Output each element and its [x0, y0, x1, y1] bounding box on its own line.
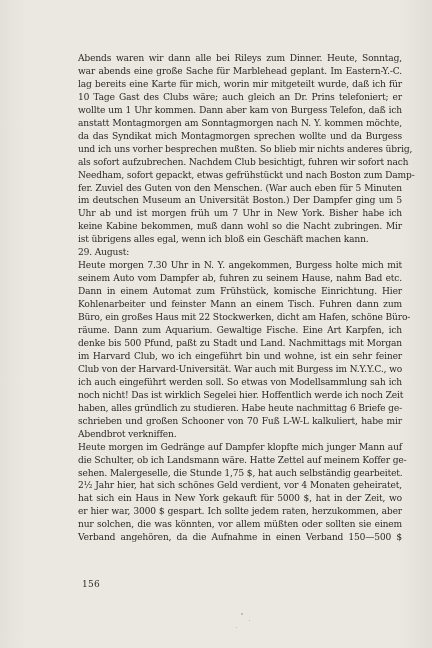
text-line: Abends waren wir dann alle bei Rileys zum Dinner. Heute, Sonntag, — [78, 54, 402, 64]
text-line: 2½ Jahr hier, hat sich schönes Geld verdient, vor 4 Monaten geheiratet, — [78, 481, 402, 492]
text-line: hat sich ein Haus in New York gekauft für 5000 $, hat in der Zeit, wo — [78, 494, 402, 505]
text-line: Dann in einem Automat zum Frühstück, komische Einrichtung. Hier — [78, 287, 402, 298]
text-line: Verband angehören, da die Aufnahme in einen Verband 150—500 $ — [78, 533, 402, 544]
text-line: seinem Auto vom Dampfer ab, fuhren zu seinem Hause, nahm Bad etc. — [78, 274, 402, 285]
body-text — [78, 53, 415, 545]
text-line: fer. Zuviel des Guten von den Menschen. (War auch eben für 5 Minuten — [78, 183, 402, 194]
text-line: war abends eine große Sache für Marblehead geplant. Im Eastern-Y.-C. — [78, 66, 402, 77]
paragraph-rileys-dinner — [78, 53, 415, 247]
text-line: noch nicht! Das ist wirklich Segelei hier. Hoffentlich werde ich noch Zeit — [78, 390, 404, 401]
date-heading — [78, 247, 402, 260]
text-line: Club von der Harvard-Universität. War auch mit Burgess im N.Y.Y.C., wo — [78, 364, 403, 375]
text-line: Büro, ein großes Haus mit 22 Stockwerken, dicht am Hafen, schöne Büro- — [78, 313, 411, 324]
paper-speck — [249, 620, 250, 621]
text-line: er hier war, 3000 $ gespart. Ich sollte jedem raten, herzukommen, aber — [78, 507, 402, 518]
paper-speck — [236, 627, 237, 628]
text-line: Heute morgen im Gedränge auf Dampfer klopfte mich junger Mann auf — [78, 442, 402, 453]
text-line: keine Kabine bekommen, muß dann wohl so die Nacht zubringen. Mir — [78, 222, 402, 233]
text-line: ist übrigens alles egal, wenn ich bloß ein Geschäft machen kann. — [78, 235, 369, 246]
text-line: im Harvard Club, wo ich eingeführt bin und wohne, ist ein sehr feiner — [78, 351, 402, 362]
text-line: schrieben und großen Schooner von 70 Fuß L-W-L kalkuliert, habe mir — [78, 416, 402, 427]
text-line: ich auch eingeführt werden soll. So etwas von Modellsammlung sah ich — [78, 377, 402, 388]
text-line: sehen. Malergeselle, die Stunde 1,75 $, hat auch selbständig gearbeitet. — [78, 468, 403, 479]
text-line: anstatt Montagmorgen am Sonntagmorgen nach N. Y. kommen möchte, — [78, 118, 402, 129]
text-line: Needham, sofort gepackt, etwas gefrühstückt und nach Boston zum Damp- — [78, 170, 415, 181]
text-line: Heute morgen 7.30 Uhr in N. Y. angekommen, Burgess holte mich mit — [78, 261, 402, 272]
text-line: Uhr ab und ist morgen früh um 7 Uhr in New York. Bisher habe ich — [78, 209, 402, 220]
text-line: denke bis 500 Pfund, paßt zu Stadt und Land. Nachmittags mit Morgan — [78, 338, 402, 349]
text-line: im deutschen Museum an Universität Boston.) Der Dampfer ging um 5 — [78, 196, 402, 207]
text-line: wollte um 1 Uhr kommen. Dann aber kam von Burgess Telefon, daß ich — [78, 105, 402, 116]
text-line: Abendbrot verkniffen. — [78, 429, 177, 440]
paragraph-new-york-arrival — [78, 260, 411, 441]
paragraph-painter-on-steamer — [78, 442, 407, 546]
text-line: als sofort aufzubrechen. Nachdem Club besichtigt, fuhren wir sofort nach — [78, 157, 409, 168]
page-number: 156 — [82, 580, 101, 590]
text-line: und ich uns vorher besprechen mußten. So blieb mir nichts anderes übrig, — [78, 144, 413, 155]
text-line: nur solchen, die was könnten, vor allem müßten oder sollten sie einem — [78, 520, 402, 531]
text-line: die Schulter, ob ich Landsmann wäre. Hatte Zettel auf meinem Koffer ge- — [78, 455, 407, 466]
text-line: Kohlenarbeiter und feinster Mann an einem Tisch. Fuhren dann zum — [78, 300, 402, 311]
text-line: lag bereits eine Karte für mich, worin mir mitgeteilt wurde, daß ich für — [78, 79, 402, 90]
text-line: haben, alles gründlich zu studieren. Habe heute nachmittag 6 Briefe ge- — [78, 403, 402, 414]
text-line: 29. August: — [78, 248, 130, 259]
paper-speck — [241, 613, 243, 615]
text-line: räume. Dann zum Aquarium. Gewaltige Fische. Eine Art Karpfen, ich — [78, 326, 402, 337]
text-line: da das Syndikat mich Montagmorgen sprechen wollte und da Burgess — [78, 131, 402, 142]
text-line: 10 Tage Gast des Clubs wäre; auch gleich an Dr. Prins telefoniert; er — [78, 92, 402, 103]
